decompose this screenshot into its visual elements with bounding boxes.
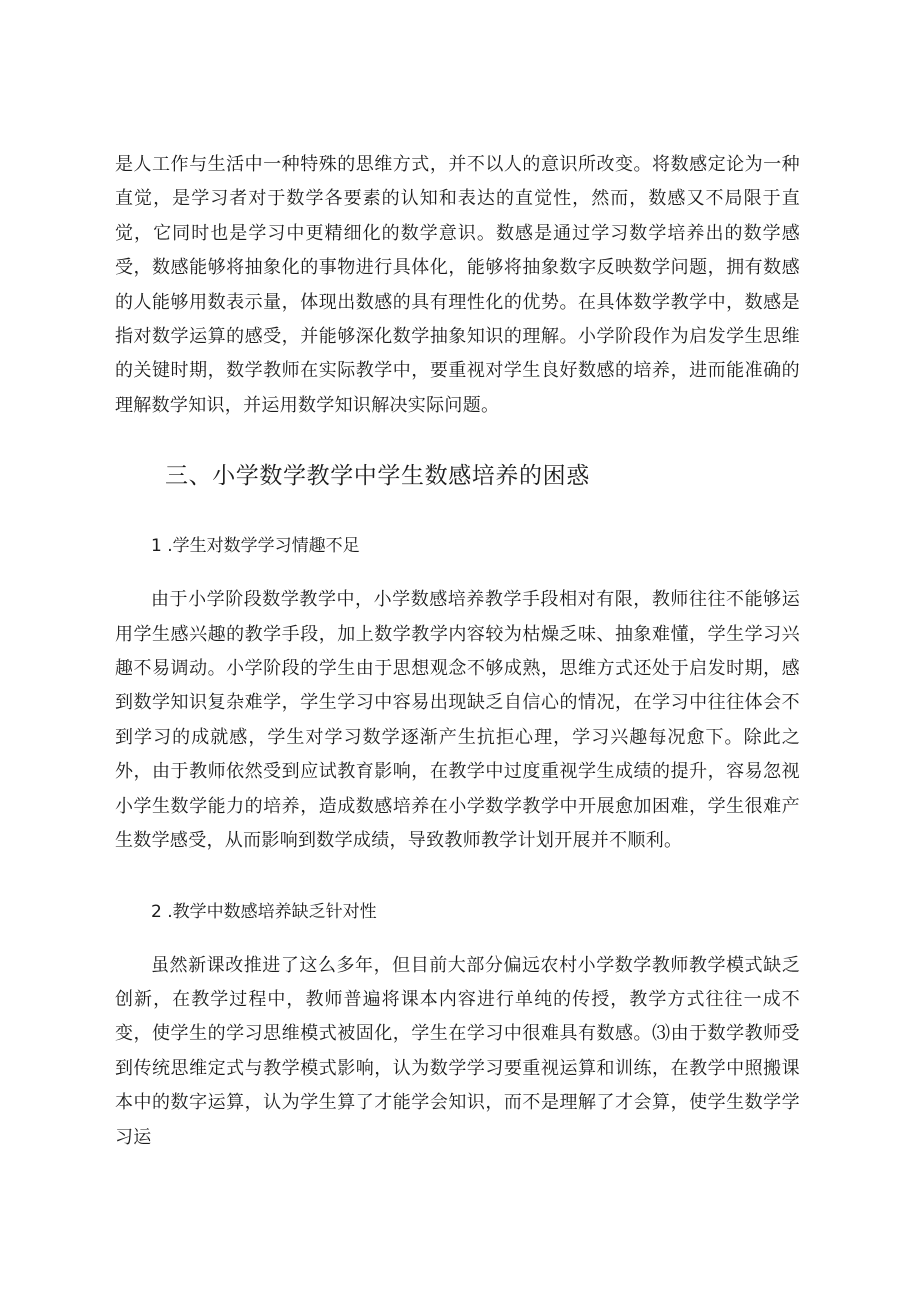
document-page (115, 148, 800, 1155)
section-heading: 三、小学数学教学中学生数感培养的困惑 (165, 463, 590, 490)
paragraph-sub1: 由于小学阶段数学教学中，小学数感培养教学手段相对有限，教师往往不能够运用学生感兴趣的教学手段，加上数学教学内容较为枯燥乏味、抽象难懂，学生学习兴趣不易调动。小学阶段的学生由于思想观念不够成熟，思维方式还处于启发时期，感到数学知识复杂难学，学生学习中容易出现缺乏自信心的情况，在学习中往往体会不到学习的成就感，学生对学习数学逐渐产生抗拒心理，学习兴趣每况愈下。除此之外，由于教师依然受到应试教育影响，在教学中过度重视学生成绩的提升，容易忽视小学生数学能力的培养，造成数感培养在小学数学教学中开展愈加困难，学生很难产生数学感受，从而影响到数学成绩，导致教师教学计划开展并不顺利。 (115, 589, 800, 852)
paragraph-sub2: 虽然新课改推进了这么多年，但目前大部分偏远农村小学数学教师教学模式缺乏创新，在教学过程中，教师普遍将课本内容进行单纯的传授，教学方式往往一成不变，使学生的学习思维模式被固化，学生在学习中很难具有数感。⑶由于数学教师受到传统思维定式与教学模式影响，认为数学学习要重视运算和训练，在教学中照搬课本中的数字运算，认为学生算了才能学会知识，而不是理解了才会算，使学生数学学习运 (115, 954, 800, 1148)
paragraph-intro: 是人工作与生活中一种特殊的思维方式，并不以人的意识所改变。将数感定论为一种直觉，是学习者对于数学各要素的认知和表达的直觉性，然而，数感又不局限于直觉，它同时也是学习中更精细化的数学意识。数感是通过学习数学培养出的数学感受，数感能够将抽象化的事物进行具体化，能够将抽象数字反映数学问题，拥有数感的人能够用数表示量，体现出数感的具有理性化的优势。在具体数学教学中，数感是指对数学运算的感受，并能够深化数学抽象知识的理解。小学阶段作为启发学生思维的关键时期，数学教师在实际教学中，要重视对学生良好数感的培养，进而能准确的理解数学知识，并运用数学知识解决实际问题。 (115, 154, 800, 416)
subsection-heading-1: 1 .学生对数学学习情趣不足 (151, 536, 360, 557)
subsection-heading-2: 2 .教学中数感培养缺乏针对性 (151, 901, 377, 922)
